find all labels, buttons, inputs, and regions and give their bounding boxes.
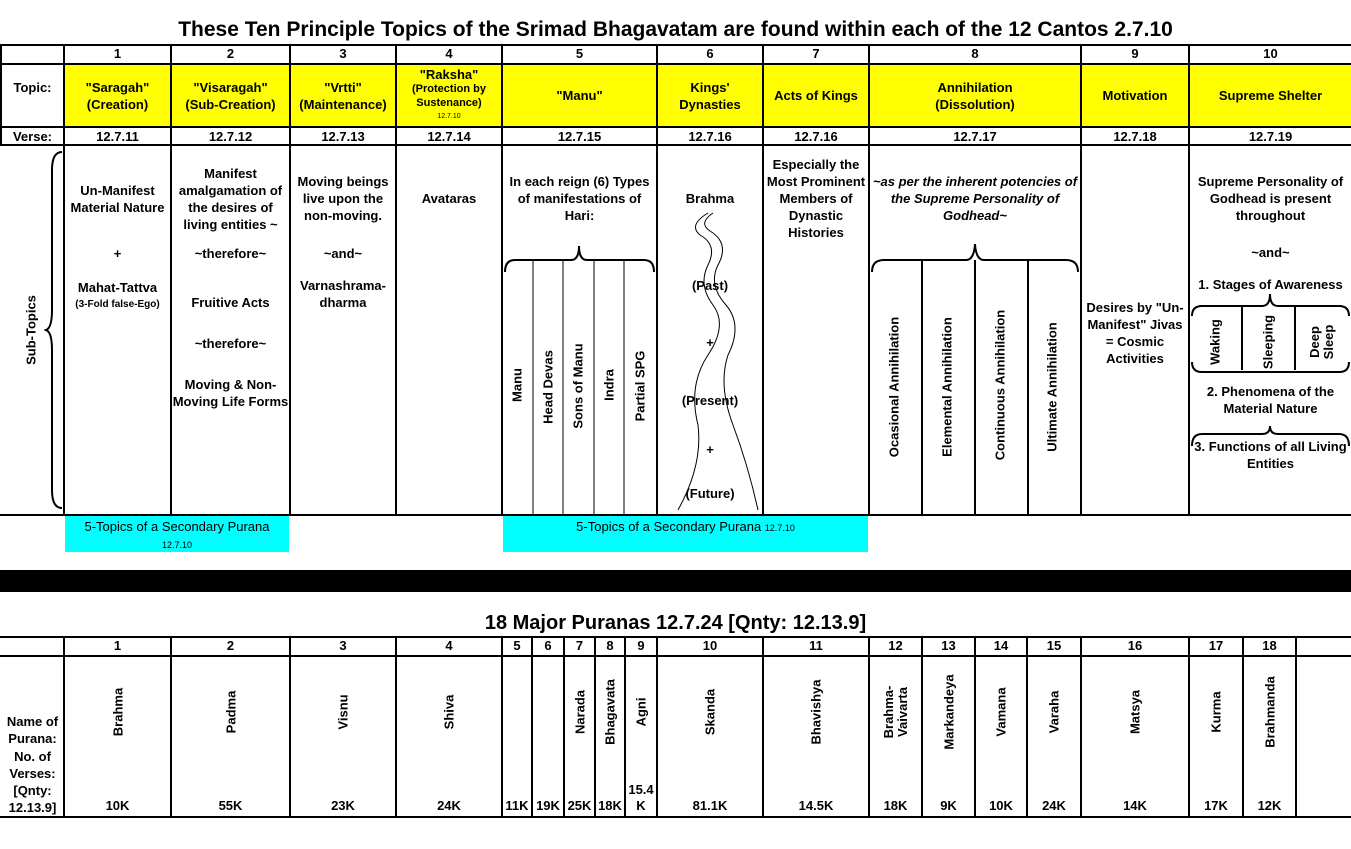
purana-verses: 14K [1123,798,1147,813]
purana-name: Markandeya [941,674,956,750]
purana-verses: 17K [1204,798,1228,813]
purana-name: Brahma [110,687,125,737]
state-item: Sleeping [1260,314,1276,370]
purana-verses: 23K [331,798,355,813]
secondary-label-ref: 12.7.10 [764,523,795,533]
purana-title: 18 Major Puranas 12.7.24 [Qnty: 12.13.9] [484,612,867,634]
topic-5: "Manu" [556,88,603,103]
subtopic-2-a: Manifest amalgamation of the desires of living entities ~ [178,166,283,232]
purana-name: Skanda [702,688,718,736]
manu-item: Manu [509,368,525,402]
annihilation-item: Ultimate Annihilation [1044,322,1060,452]
purana-number: 2 [226,638,235,653]
topic-1: "Saragah" (Creation) [85,79,150,112]
purana-number: 13 [941,638,956,653]
topic-7: Acts of Kings [774,88,858,103]
subtopic-3-a: Moving beings live upon the non-moving. [297,174,389,223]
purana-number: 14 [993,638,1009,653]
subtopic-2-therefore-1: ~therefore~ [194,246,267,261]
river-icon [658,205,762,515]
purana-verses: 18K [883,798,908,813]
manu-item: Head Devas [540,350,556,424]
purana-name: Bhagavata [602,679,618,745]
subtopic-1-a: Un-Manifest Material Nature [70,183,165,215]
secondary-label-text: 5-Topics of a Secondary Purana [576,519,762,534]
subtopic-6-future: (Future) [685,486,735,501]
verse-4: 12.7.14 [427,128,471,144]
purana-number: 18 [1262,638,1277,653]
page-title: These Ten Principle Topics of the Srimad Bhagavatam are found within each of the 12 Cantos 2.7.10 [178,18,1173,41]
purana-name: Brahma-Vaivarta [880,685,910,739]
secondary-purana-label-1 [65,518,289,554]
subtopic-10-s2: 2. Phenomena of the Material Nature [1206,384,1335,416]
subtopic-2-therefore-2: ~therefore~ [194,336,267,351]
purana-number: 6 [544,638,552,653]
secondary-label-ref: 12.7.10 [161,540,193,550]
subtopic-2-b: Fruitive Acts [191,295,270,310]
purana-label-name: Name of Purana: [6,714,59,746]
annihilation-item: Elemental Annihilation [939,317,955,457]
topic-4-title: "Raksha" [419,66,479,82]
subtopic-4-a: Avataras [421,191,477,206]
subtopic-6-plus-2: + [706,442,714,457]
grid-line [1295,636,1297,818]
verse-1: 12.7.11 [96,128,139,144]
column-number: 2 [226,46,235,61]
purana-verses: 15.4 K [628,782,654,813]
row-label-subtopics: Sub-Topics [23,295,39,365]
subtopic-1-plus: + [113,246,122,261]
purana-number: 10 [702,638,718,653]
purana-number: 8 [606,638,614,653]
purana-verses: 9K [940,798,957,813]
purana-name: Padma [223,690,238,734]
subtopic-9-a: Desires by "Un-Manifest" Jivas = Cosmic Activities [1086,300,1184,366]
annihilation-item: Ocasional Annihilation [886,316,902,458]
verse-8: 12.7.17 [953,128,997,144]
purana-name: Brahmanda [1262,676,1277,748]
column-number: 5 [575,46,584,61]
verse-3: 12.7.13 [321,128,365,144]
subtopic-10-s1: 1. Stages of Awareness [1198,277,1343,292]
purana-number: 11 [809,638,823,653]
subtopic-10-s3: 3. Functions of all Living Entities [1194,439,1347,471]
subtopic-10-and: ~and~ [1251,245,1290,260]
column-number: 7 [812,46,820,61]
purana-label-verses: No. of Verses: [Qnty: 12.13.9] [8,749,57,815]
purana-number: 17 [1208,638,1224,653]
column-number: 1 [113,46,122,61]
manu-item: Sons of Manu [570,343,586,429]
purana-name: Matsya [1127,689,1143,735]
secondary-label-text: 5-Topics of a Secondary Purana [84,519,270,534]
subtopic-6-plus-1: + [706,335,714,350]
purana-number: 7 [575,638,584,653]
purana-name: Agni [633,697,649,727]
topic-6: Kings' Dynasties [679,79,741,112]
purana-name: Vamana [993,687,1009,737]
purana-verses: 12K [1257,798,1282,813]
subtopic-6-past: (Past) [691,278,729,293]
column-number: 3 [339,46,347,61]
subtopic-6-brahma: Brahma [685,191,735,206]
state-item: Deep Sleep [1307,324,1336,360]
row-label-verse: Verse: [12,128,53,144]
purana-number: 15 [1046,638,1062,653]
grid-line [0,816,1351,818]
purana-name: Kurma [1208,691,1224,733]
purana-name: Bhavishya [808,679,824,745]
purana-verses: 10K [105,798,130,813]
subtopic-6-present: (Present) [681,393,739,408]
subtopic-3-b: Varnashrama-dharma [300,278,386,310]
purana-number: 4 [445,638,453,653]
topic-4-ref: 12.7.10 [437,112,461,120]
topic-10: Supreme Shelter [1218,88,1323,103]
purana-verses: 19K [536,798,560,813]
purana-verses: 55K [218,798,243,813]
secondary-purana-label-2 [503,518,868,537]
grid-line [0,655,1351,657]
subtopic-1-b: Mahat-Tattva [77,280,158,295]
purana-number: 1 [113,638,122,653]
purana-verses: 81.1K [692,798,728,813]
subtopic-3-and: ~and~ [323,246,363,261]
subtopic-2-c: Moving & Non-Moving Life Forms [172,377,289,409]
purana-name: Narada [572,689,587,735]
topic-8: Annihilation (Dissolution) [935,79,1015,112]
topic-4 [397,65,501,126]
purana-number: 12 [888,638,903,653]
column-number: 9 [1131,46,1139,61]
verse-9: 12.7.18 [1113,128,1157,144]
annihilation-item: Continuous Annihilation [992,309,1008,461]
verse-10: 12.7.19 [1248,128,1293,144]
subtopic-1-b-sub: (3-Fold false-Ego) [75,299,160,310]
purana-name: Shiva [441,694,457,730]
purana-verses: 25K [567,798,592,813]
subtopic-10-a: Supreme Personality of Godhead is present throughout [1197,174,1344,223]
brace-left-icon [44,150,64,510]
manu-item: Indra [601,369,617,401]
subtopic-7-a: Especially the Most Prominent Members of Dynastic Histories [766,157,866,240]
purana-verses: 11K [505,798,529,813]
purana-verses: 24K [437,798,461,813]
purana-number: 5 [513,638,521,653]
purana-verses: 18K [598,798,622,813]
verse-6: 12.7.16 [688,128,732,144]
manu-item: Partial SPG [632,350,648,422]
purana-number: 16 [1127,638,1143,653]
topic-3: "Vrtti" (Maintenance) [299,79,387,112]
verse-7: 12.7.16 [794,128,838,144]
row-label-topic: Topic: [13,79,52,95]
purana-verses: 24K [1042,798,1066,813]
column-number: 8 [971,46,979,61]
subtopic-5-a: In each reign (6) Types of manifestations of Hari: [509,174,650,223]
subtopic-8-a: ~as per the inherent potencies of the Supreme Personality of Godhead~ [872,174,1078,223]
column-number: 4 [445,46,453,61]
purana-number: 9 [637,638,645,653]
column-number: 6 [706,46,714,61]
state-item: Waking [1207,319,1223,365]
verse-2: 12.7.12 [208,128,253,144]
purana-verses: 14.5K [798,798,834,813]
purana-verses: 10K [989,798,1013,813]
purana-name: Varaha [1046,690,1062,734]
column-number: 10 [1263,46,1278,61]
purana-number: 3 [339,638,347,653]
verse-5: 12.7.15 [557,128,602,144]
topic-2: "Visaragah" (Sub-Creation) [185,79,276,112]
separator-band [0,570,1351,592]
purana-name: Visnu [335,694,351,730]
topic-9: Motivation [1102,88,1168,103]
topic-4-sub: (Protection by Sustenance) [412,82,486,109]
